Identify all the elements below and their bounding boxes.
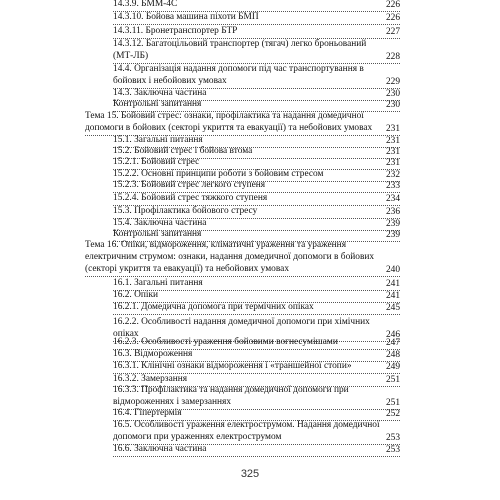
toc-entry[interactable] (113, 39, 400, 63)
toc-entry-title: 15.3. Профілактика бойового стресу (113, 206, 258, 216)
toc-entry[interactable] (113, 290, 400, 302)
toc-entry-title: електричним струмом: ознаки, надання домедичної допомоги в бойових (85, 252, 375, 262)
toc-entry-title: 15.2.3. Бойовий стрес легкого ступеня (113, 180, 266, 190)
page-number: 325 (240, 468, 260, 480)
toc-page-number: 229 (385, 77, 400, 87)
dot-leader (113, 456, 400, 457)
toc-entry-title: 14.3.12. Багатоцільовий транспортер (тягач) легко броньований (113, 39, 367, 49)
toc-entry-title: Контрольні запитання (113, 99, 202, 109)
toc-entry-title: 16.3.2. Замерзання (113, 374, 188, 384)
toc-page-number: 231 (385, 147, 400, 157)
toc-page-number: 246 (385, 330, 400, 340)
toc-entry-title: 14.3.10. Бойова машина піхоти БМП (113, 12, 259, 22)
toc-page-number: 239 (385, 230, 400, 240)
toc-entry[interactable] (113, 278, 400, 290)
toc-page-number: 241 (385, 291, 400, 301)
toc-entry[interactable] (113, 206, 400, 218)
toc-entry[interactable] (113, 12, 400, 24)
toc-entry-title: (секторі укриття та евакуації) та небойових умовах (85, 264, 290, 274)
toc-entry[interactable] (113, 157, 400, 169)
toc-page-number: 232 (385, 170, 400, 180)
toc-page-number: 251 (385, 398, 400, 408)
toc-page-number: 234 (385, 194, 400, 204)
toc-entry-title: 16.3.3. Профілактика та надання домедичної допомоги при (113, 385, 349, 395)
toc-entry-title: допомоги при ураженнях електрострумом (113, 432, 282, 442)
toc-entry-title: 16.2.3. Особливості ураження бойовими вогнесумішами (113, 337, 338, 347)
toc-entry-title: 15.2.2. Основні принципи роботи з бойовим стресом (113, 169, 324, 179)
toc-page-number: 248 (385, 350, 400, 360)
toc-entry-title: 16.5. Особливості ураження електрострумом. Надання домедичної (113, 420, 380, 430)
toc-entry-title: 14.3.9. БММ-4С (113, 0, 178, 9)
toc-entry-title: 15.2.1. Бойовий стрес (113, 157, 200, 167)
toc-entry-title: 15.2.4. Бойовий стрес тяжкого ступеня (113, 193, 268, 203)
dot-leader (113, 314, 400, 315)
toc-entry-title: (МТ-ЛБ) (113, 51, 149, 61)
toc-entry[interactable] (85, 111, 400, 135)
toc-entry-title: 16.3.1. Клінічні ознаки відмороження і «траншейної стопи» (113, 361, 352, 371)
toc-page-number: 226 (385, 13, 400, 23)
toc-entry[interactable] (85, 240, 400, 276)
toc-page-number: 231 (385, 158, 400, 168)
toc-entry-title: 16.1. Загальні питання (113, 278, 203, 288)
toc-entry-title: бойових і небойових умовах (113, 76, 227, 86)
toc-page-number: 253 (385, 433, 400, 443)
toc-page-number: 228 (385, 52, 400, 62)
toc-page-number: 226 (385, 0, 400, 10)
toc-entry-title: допомоги в бойових (секторі укриття та евакуації) та небойових умовах (85, 123, 373, 133)
toc-entry-title: 14.3. Заключна частина (113, 88, 207, 98)
toc-entry[interactable] (113, 408, 400, 420)
toc-entry[interactable] (113, 361, 400, 373)
toc-page-number: 231 (385, 124, 400, 134)
toc-entry-title: 16.2.1. Домедична допомога при термічних опіках (113, 302, 314, 312)
toc-entry-title: 15.1. Загальні питання (113, 135, 203, 145)
toc-entry-title: 15.2. Бойовий стрес і бойова втома (113, 146, 253, 156)
toc-page-number: 227 (385, 27, 400, 37)
toc-entry[interactable] (113, 349, 400, 361)
toc-page-number: 231 (385, 136, 400, 146)
toc-entry-title: 16.6. Заключна частина (113, 444, 207, 454)
dot-leader (85, 276, 400, 277)
toc-page-number: 253 (385, 445, 400, 455)
toc-page-number: 240 (385, 265, 400, 275)
toc-page-number: 241 (385, 279, 400, 289)
toc-entry[interactable] (113, 337, 400, 349)
toc-entry[interactable] (113, 193, 400, 205)
toc-entry[interactable] (113, 180, 400, 192)
toc-entry[interactable] (113, 385, 400, 409)
dot-leader (113, 24, 400, 25)
toc-page-number: 230 (385, 100, 400, 110)
toc-entry-title: відмороженнях і замерзаннях (113, 397, 232, 407)
toc-entry[interactable] (113, 302, 400, 314)
toc-entry-title: 16.3. Відмороження (113, 349, 193, 359)
toc-entry-title: 16.2.2. Особливості надання домедичної допомоги при хімічних (113, 317, 370, 327)
toc-page-number: 247 (385, 338, 400, 348)
toc-entry-title: 16.2. Опіки (113, 290, 159, 300)
toc-page-number: 236 (385, 207, 400, 217)
toc-entry[interactable] (113, 99, 400, 111)
toc-entry-title: опіках (113, 329, 139, 339)
toc-page-number: 251 (385, 375, 400, 385)
toc-page-number: 230 (385, 89, 400, 99)
toc-page-number: 245 (385, 303, 400, 313)
toc-page-number: 233 (385, 181, 400, 191)
toc-entry-title: 14.3.11. Бронетранспортер БТР (113, 26, 238, 36)
toc-page-number: 249 (385, 362, 400, 372)
toc-entry-title: Тема 16. Опіки, відмороження, кліматичні ураження та ураження (85, 240, 347, 250)
toc-entry[interactable] (113, 444, 400, 456)
toc-entry[interactable] (113, 0, 400, 11)
toc-entry[interactable] (113, 26, 400, 38)
toc-page-number: 239 (385, 219, 400, 229)
toc-entry-title: Тема 15. Бойовий стрес: ознаки, профілактика та надання домедичної (85, 111, 364, 121)
toc-page-number: 252 (385, 409, 400, 419)
toc-entry-title: 14.4. Організація надання допомоги під час транспортування в (113, 64, 364, 74)
toc-entry-title: 15.4. Заключна частина (113, 218, 207, 228)
toc-entry-title: Контрольні запитання (113, 229, 202, 239)
toc-entry[interactable] (113, 64, 400, 88)
toc-entry[interactable] (113, 420, 400, 444)
toc-entry-title: 16.4. Гіпертермія (113, 408, 182, 418)
